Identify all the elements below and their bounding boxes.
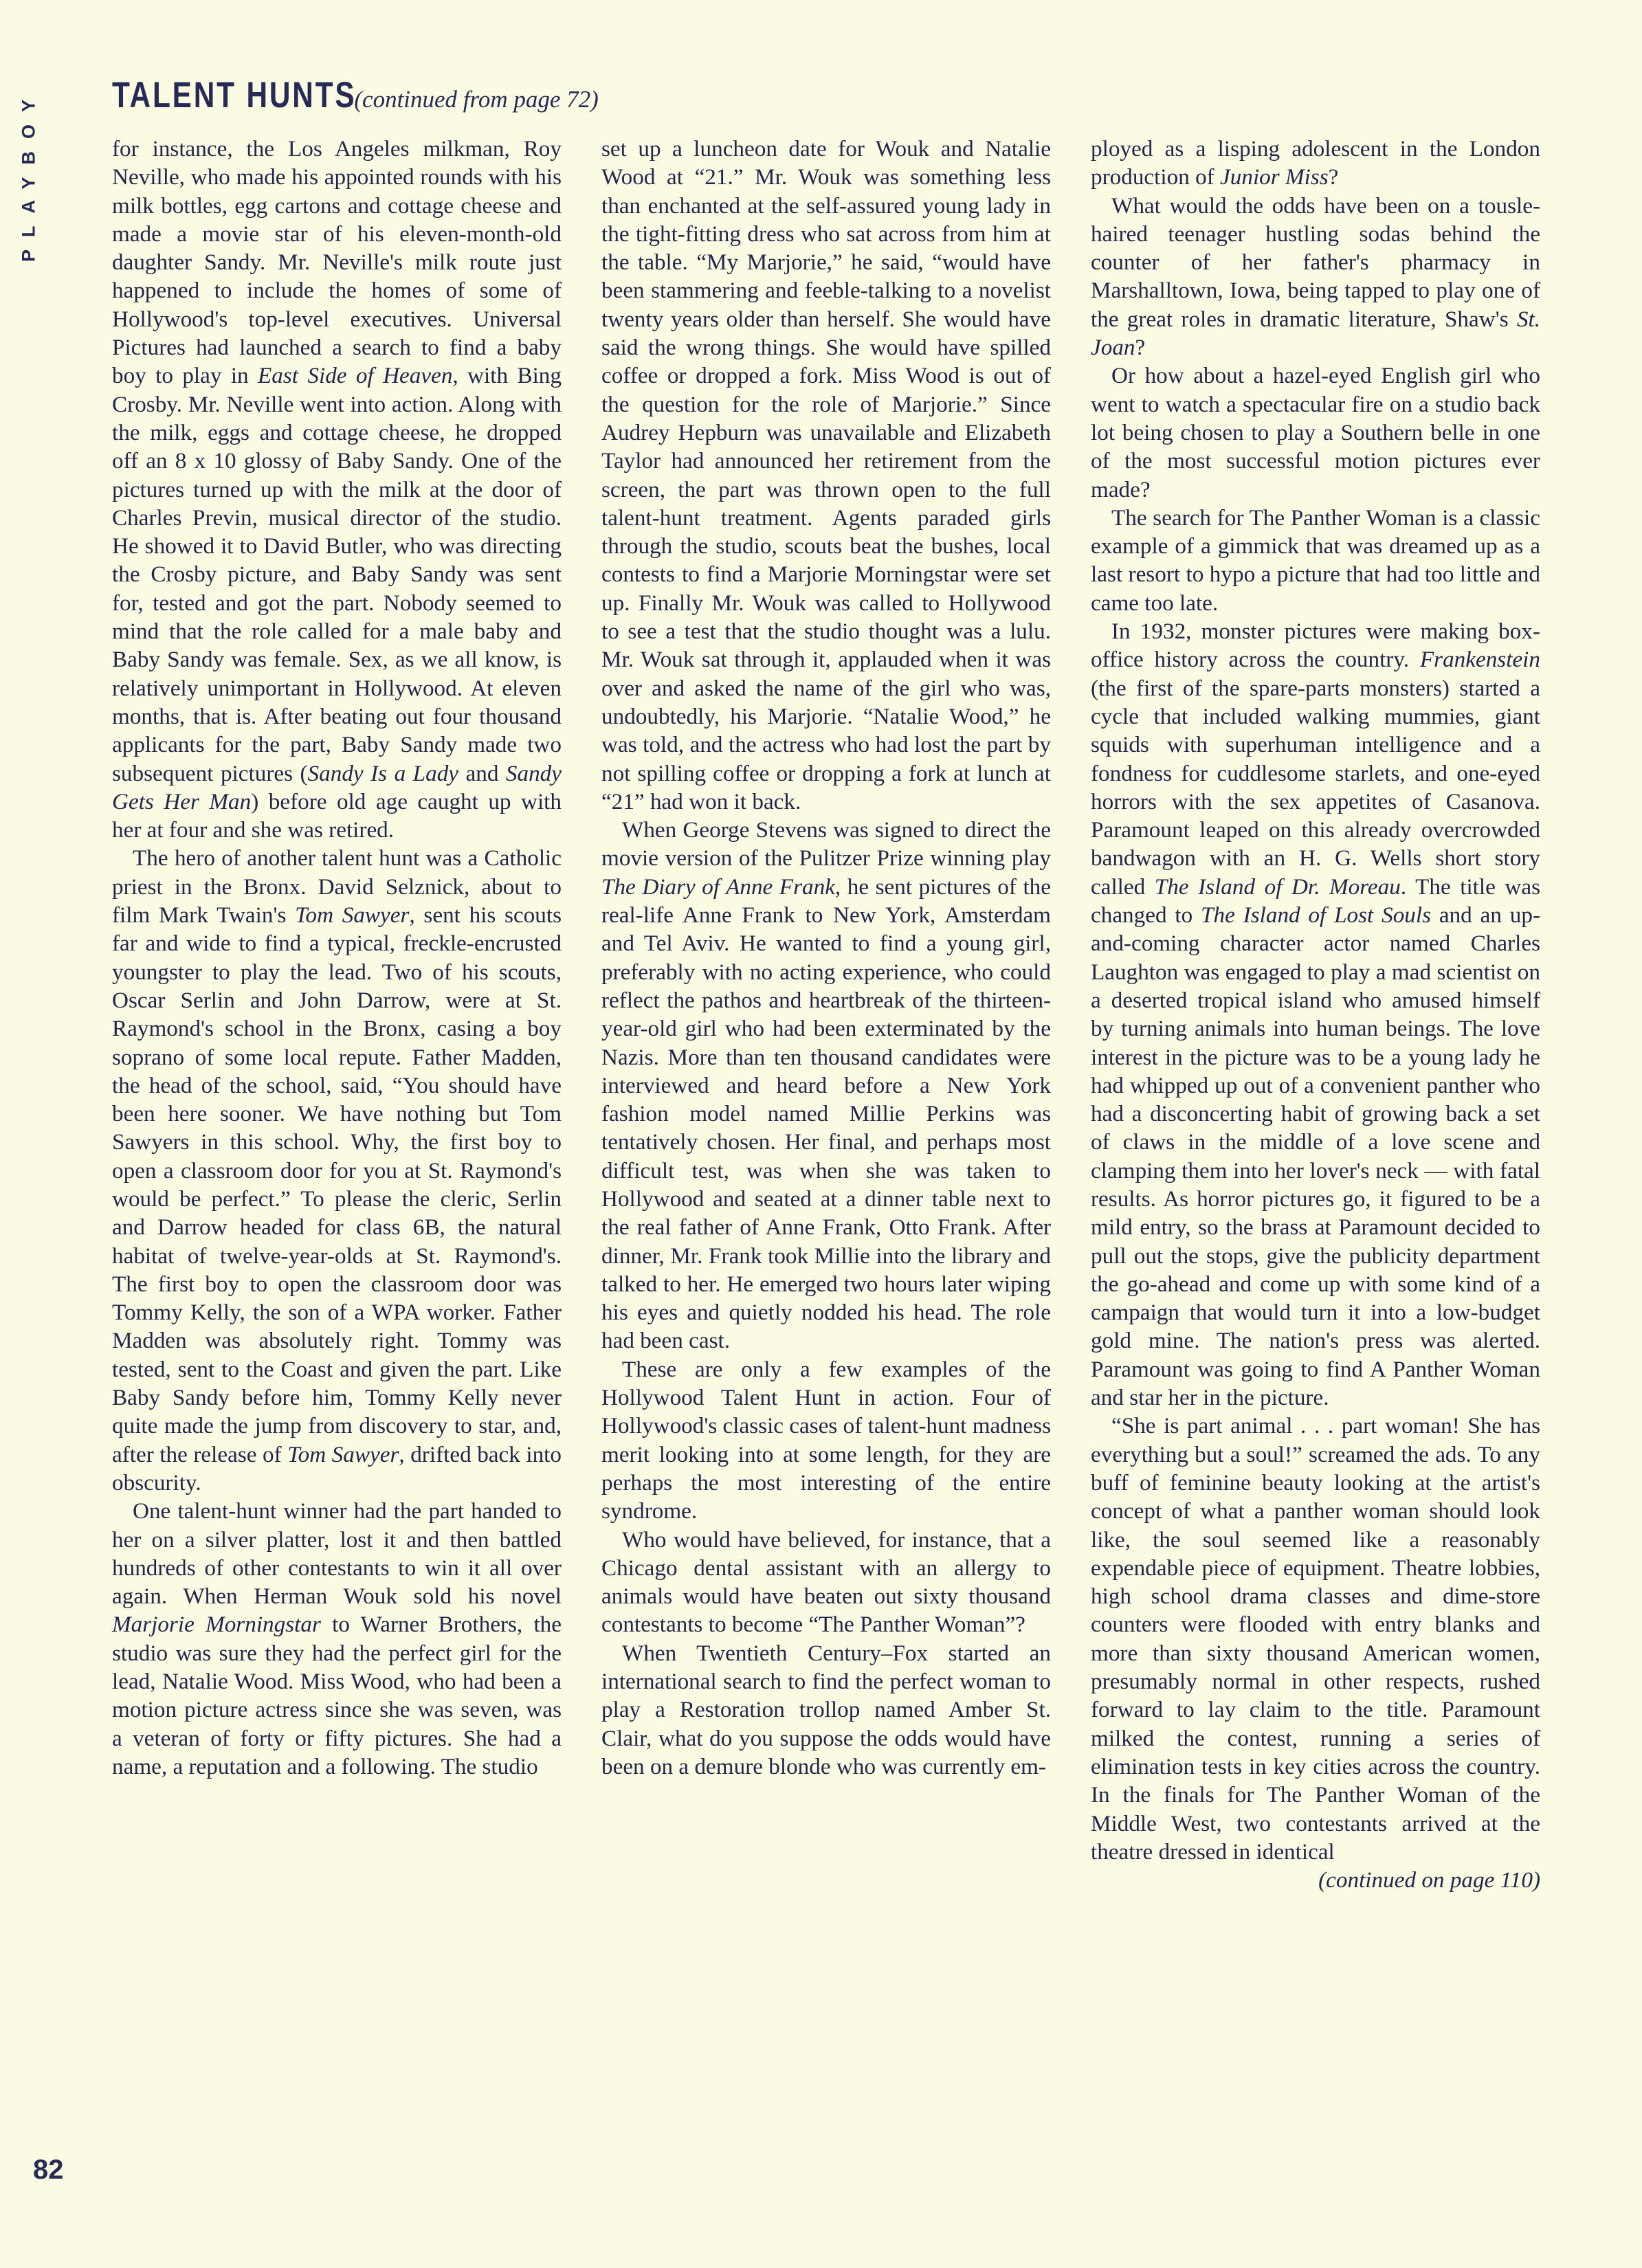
body-paragraph: The hero of another talent hunt was a Catholic priest in the Bronx. David Selznick, about to film Mark Twain's Tom Sawyer, sent his scouts far and wide to find a typical, freckle-encrusted youngster to play the lead. Two of his scouts, Oscar Serlin and John Darrow, were at St. Raymond's school in the Bronx, casing a boy soprano of some local repute. Father Madden, the head of the school, said, “You should have been here sooner. We have nothing but Tom Sawyers in this school. Why, the first boy to open a classroom door for you at St. Raymond's would be perfect.” To please the cleric, Serlin and Darrow headed for class 6B, the natural habitat of twelve-year-olds at St. Raymond's. The first boy to open the classroom door was Tommy Kelly, the son of a WPA worker. Father Madden was absolutely right. Tommy was tested, sent to the Coast and given the part. Like Baby Sandy before him, Tommy Kelly never quite made the jump from discovery to star, and, after the release of Tom Sawyer, drifted back into obscurity. — [112, 845, 562, 1496]
article-masthead — [112, 74, 1528, 122]
body-paragraph: In 1932, monster pictures were making box-office history across the country. Frankenstein (the first of the spare-parts monsters) started a cycle that included walking mummies, giant squids with superhuman intelligence and a fondness for cuddlesome starlets, and one-eyed horrors with the sex appetites of Casanova. Paramount leaped on this already overcrowded bandwagon with an H. G. Wells short story called The Island of Dr. Moreau. The title was changed to The Island of Lost Souls and an up-and-coming character actor named Charles Laughton was engaged to play a mad scientist on a deserted tropical island who amused himself by turning animals into human beings. The love interest in the picture was to be a young lady he had whipped up out of a convenient panther who had a disconcerting habit of growing back a set of claws in the middle of a love scene and clamping them into her lover's neck — with fatal results. As horror pictures go, it figured to be a mild entry, so the brass at Paramount decided to pull out the stops, give the publicity department the go-ahead and come up with some kind of a campaign that would turn it into a low-budget gold mine. The nation's press was alerted. Paramount was going to find A Panther Woman and star her in the picture. — [1091, 619, 1541, 1411]
text-column-3 — [1091, 135, 1540, 1894]
text-column-2 — [601, 135, 1051, 1894]
body-paragraph: When George Stevens was signed to direct the movie version of the Pulitzer Prize winning play The Diary of Anne Frank, he sent pictures of the real-life Anne Frank to New York, Amsterdam and Tel Aviv. He wanted to find a young girl, preferably with no acting experience, who could reflect the pathos and heartbreak of the thirteen-year-old girl who had been exterminated by the Nazis. More than ten thousand candidates were interviewed and heard before a New York fashion model named Millie Perkins was tentatively chosen. Her final, and perhaps most difficult test, was when she was taken to Hollywood and seated at a dinner table next to the real father of Anne Frank, Otto Frank. After dinner, Mr. Frank took Millie into the library and talked to her. He emerged two hours later wiping his eyes and quietly nodded his head. The role had been cast. — [601, 817, 1052, 1354]
vertical-running-head — [10, 71, 48, 278]
body-paragraph: The search for The Panther Woman is a classic example of a gimmick that was dreamed up as a last resort to hypo a picture that had too little and came too late. — [1091, 504, 1540, 616]
brand-wordmark: PLAYBOY — [18, 87, 39, 263]
page-title: TALENT HUNTS — [112, 75, 357, 115]
body-paragraph: for instance, the Los Angeles milkman, Roy Neville, who made his appointed rounds with his milk bottles, egg cartons and cottage cheese and made a movie star of his eleven-month-old daughter Sandy. Mr. Neville's milk route just happened to include the homes of some of Hollywood's top-level executives. Universal Pictures had launched a search to find a baby boy to play in East Side of Heaven, with Bing Crosby. Mr. Neville went into action. Along with the milk, eggs and cottage cheese, he dropped off an 8 x 10 glossy of Baby Sandy. One of the pictures turned up with the milk at the door of Charles Previn, musical director of the studio. He showed it to David Butler, who was directing the Crosby picture, and Baby Sandy was sent for, tested and got the part. Nobody seemed to mind that the role called for a male baby and Baby Sandy was female. Sex, as we all know, is relatively unimportant in Hollywood. At eleven months, that is. After beating out four thousand applicants for the part, Baby Sandy made two subsequent pictures (Sandy Is a Lady and Sandy Gets Her Man) before old age caught up with her at four and she was retired. — [112, 136, 562, 843]
body-paragraph: “She is part animal . . . part woman! She has everything but a soul!” screamed the ads. To any buff of feminine beauty looking at the artist's concept of what a panther woman should look like, the soul seemed like a reasonably expendable piece of equipment. Theatre lobbies, high school drama classes and dime-store counters were flooded with entry blanks and more than sixty thousand American women, presumably normal in other respects, rushed forward to lay claim to the title. Paramount milked the contest, running a series of elimination tests in key cities across the country. In the finals for The Panther Woman of the Middle West, two contestants arrived at the theatre dressed in identical — [1091, 1413, 1540, 1865]
body-paragraph: Who would have believed, for instance, that a Chicago dental assistant with an allergy to animals would have beaten out sixty thousand contestants to become “The Panther Woman”? — [601, 1526, 1051, 1638]
body-paragraph: These are only a few examples of the Hollywood Talent Hunt in action. Four of Hollywood's classic cases of talent-hunt madness merit looking into at some length, for they are perhaps the most interesting of the entire syndrome. — [601, 1356, 1051, 1524]
continued-from-note: (continued from page 72) — [354, 86, 599, 113]
body-paragraph: One talent-hunt winner had the part handed to her on a silver platter, lost it and then battled hundreds of other contestants to win it all over again. When Herman Wouk sold his novel Marjorie Morningstar to Warner Brothers, the studio was sure they had the perfect girl for the lead, Natalie Wood. Miss Wood, who had been a motion picture actress since she was seven, was a veteran of forty or fifty pictures. She had a name, a reputation and a following. The studio — [112, 1498, 562, 1779]
page-number: 82 — [33, 2155, 64, 2185]
text-column-1 — [112, 135, 562, 1894]
body-paragraph: What would the odds have been on a tousle-haired teenager hustling sodas behind the counter of her father's pharmacy in Marshalltown, Iowa, being tapped to play one of the great roles in dramatic literature, Shaw's St. Joan? — [1091, 192, 1540, 361]
body-paragraph: Or how about a hazel-eyed English girl who went to watch a spectacular fire on a studio back lot being chosen to play a Southern belle in one of the most successful motion pictures ever made? — [1091, 363, 1540, 502]
body-paragraph: When Twentieth Century–Fox started an international search to find the perfect woman to play a Restoration trollop named Amber St. Clair, what do you suppose the odds would have been on a demure blonde who was currently em- — [601, 1640, 1051, 1779]
body-paragraph: set up a luncheon date for Wouk and Natalie Wood at “21.” Mr. Wouk was something less than enchanted at the self-assured young lady in the tight-fitting dress who sat across from him at the table. “My Marjorie,” he said, “would have been stammering and feeble-talking to a novelist twenty years older than herself. She would have said the wrong things. She would have spilled coffee or dropped a fork. Miss Wood is out of the question for the role of Marjorie.” Since Audrey Hepburn was unavailable and Elizabeth Taylor had announced her retirement from the screen, the part was thrown open to the full talent-hunt treatment. Agents paraded girls through the studio, scouts beat the bushes, local contests to find a Marjorie Morningstar were set up. Finally Mr. Wouk was called to Hollywood to see a test that the studio thought was a lulu. Mr. Wouk sat through it, applauded when it was over and asked the name of the girl who was, undoubtedly, his Marjorie. “Natalie Wood,” he was told, and the actress who had lost the part by not spilling coffee or dropping a fork at lunch at “21” had won it back. — [601, 136, 1051, 814]
continued-on-note: (continued on page 110) — [1318, 1867, 1540, 1893]
body-paragraph: ployed as a lisping adolescent in the London production of Junior Miss? — [1091, 136, 1540, 190]
article-body — [112, 135, 1542, 1894]
